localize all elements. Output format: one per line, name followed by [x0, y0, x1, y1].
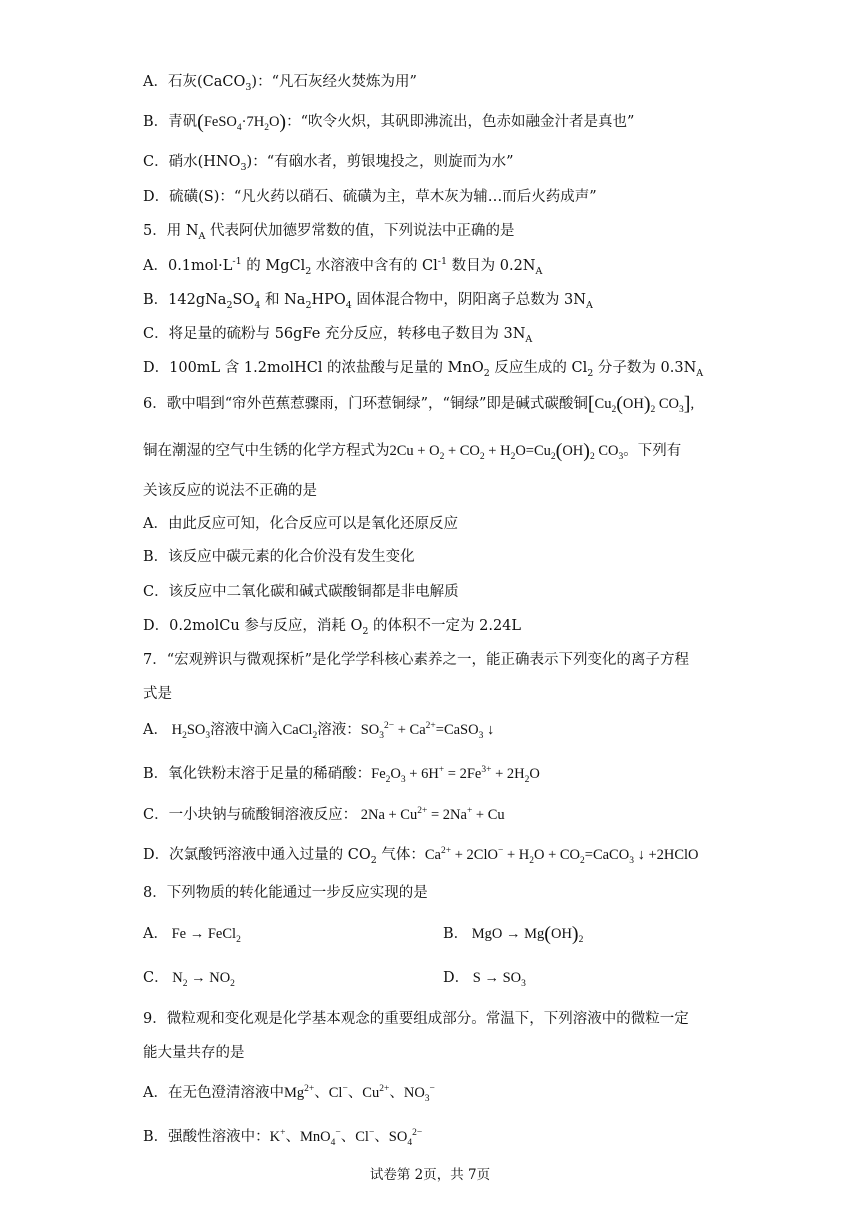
- q6-stem-line1: 6．歌中唱到“帘外芭蕉惹骤雨，门环惹铜绿”，“铜绿”即是碱式碳酸铜[$Cu_2(OH)_2$ $CO_3$],: [143, 393, 695, 415]
- q7-option-c: C．一小块钠与硫酸铜溶液反应： $2Na + Cu^{2+} = 2Na^+ + Cu$: [143, 806, 505, 823]
- q5-option-d: D．100mL 含 1.2molHCl 的浓盐酸与足量的 MnO$_2$ 反应生成的 $Cl_2$ 分子数为 $0.3N_A$: [143, 360, 704, 379]
- q6-stem-line3: 关该反应的说法不正确的是: [143, 483, 317, 499]
- q8-option-d: D． $S \to SO_3$: [443, 970, 526, 989]
- q5-stem: 5．用 $N_A$ 代表阿伏加德罗常数的值，下列说法中正确的是: [143, 223, 515, 242]
- page-footer: 试卷第 2页，共 7页: [369, 1167, 491, 1183]
- q6-option-a: A．由此反应可知，化合反应可以是氧化还原反应: [143, 516, 458, 532]
- q7-option-d: D．次氯酸钙溶液中通入过量的 $CO_2$ 气体：$Ca^{2+} + 2ClO^- + H_2O$ + $CO_2=CaCO_3$ ↓ +2HClO: [143, 846, 699, 866]
- q6-option-d: D．0.2molCu 参与反应，消耗 $O_2$ 的体积不一定为 2.24L: [143, 618, 522, 637]
- q4-option-b: B．青矾$(FeSO_4\cdot 7H_2O)$：“吹令火炽，其矾即沸流出，色赤如融金汁者是真也”: [143, 111, 635, 133]
- q6-stem-line2: 铜在潮湿的空气中生锈的化学方程式为$2Cu + O_2 + CO_2 + H_2O=Cu_2(OH)_2$ $CO_3$。下列有: [143, 440, 682, 462]
- q4-option-d: D．硫磺(S)：“凡火药以硝石、硫磺为主，草木灰为辅…而后火药成声”: [143, 189, 597, 205]
- q8-option-b: B． MgO → $Mg(OH)_2$: [443, 923, 584, 945]
- q4-option-a: A．石灰(CaCO$_3$)：“凡石灰经火焚炼为用”: [143, 74, 417, 93]
- q8-options-row2: [143, 968, 833, 988]
- q8-option-a: A． Fe → FeCl$_2$: [143, 926, 241, 945]
- q8-options-row1: [143, 924, 833, 944]
- q5-option-a: A．$0.1mol\cdot L^{-1}$ 的 MgCl$_2$ 水溶液中含有的 $Cl^{-1}$ 数目为 $0.2N_A$: [143, 256, 543, 277]
- q7-option-a: A． $H_2SO_3$溶液中滴入CaCl$_2$溶液：$SO_3^{2-}$ + $Ca^{2+}=CaSO_3$ ↓: [143, 721, 495, 741]
- q8-stem: 8．下列物质的转化能通过一步反应实现的是: [143, 885, 428, 901]
- q4-option-c: C．硝水$(HNO_3)$：“有硇水者，剪银塊投之，则旋而为水”: [143, 154, 514, 173]
- q5-option-c: C．将足量的硫粉与 56gFe 充分反应，转移电子数目为 $3N_A$: [143, 326, 533, 345]
- q8-option-c: C． $N_2 \to NO_2$: [143, 970, 235, 989]
- q9-stem-line2: 能大量共存的是: [143, 1045, 245, 1061]
- q9-option-a: A．在无色澄清溶液中$Mg^{2+}$、Cl−、$Cu^{2+}$、$NO_3^-$: [143, 1084, 435, 1104]
- q6-option-c: C．该反应中二氧化碳和碱式碳酸铜都是非电解质: [143, 584, 459, 600]
- q9-stem-line1: 9．微粒观和变化观是化学基本观念的重要组成部分。常温下，下列溶液中的微粒一定: [143, 1011, 689, 1027]
- q9-option-b: B．强酸性溶液中：K+、MnO$_4$−、Cl−、$SO_4^{2-}$: [143, 1128, 423, 1148]
- q7-option-b: B．氧化铁粉末溶于足量的稀硝酸：$Fe_2O_3 + 6H^+ = 2Fe^{3+} + 2H_2O$: [143, 765, 540, 785]
- q7-stem-line2: 式是: [143, 686, 172, 702]
- q6-option-b: B．该反应中碳元素的化合价没有发生变化: [143, 549, 415, 565]
- q5-option-b: B．$142gNa_2SO_4$ 和 $Na_2HPO_4$ 固体混合物中，阴阳离子总数为 $3N_A$: [143, 292, 593, 311]
- q7-stem-line1: 7．“宏观辨识与微观探析”是化学学科核心素养之一，能正确表示下列变化的离子方程: [143, 652, 690, 668]
